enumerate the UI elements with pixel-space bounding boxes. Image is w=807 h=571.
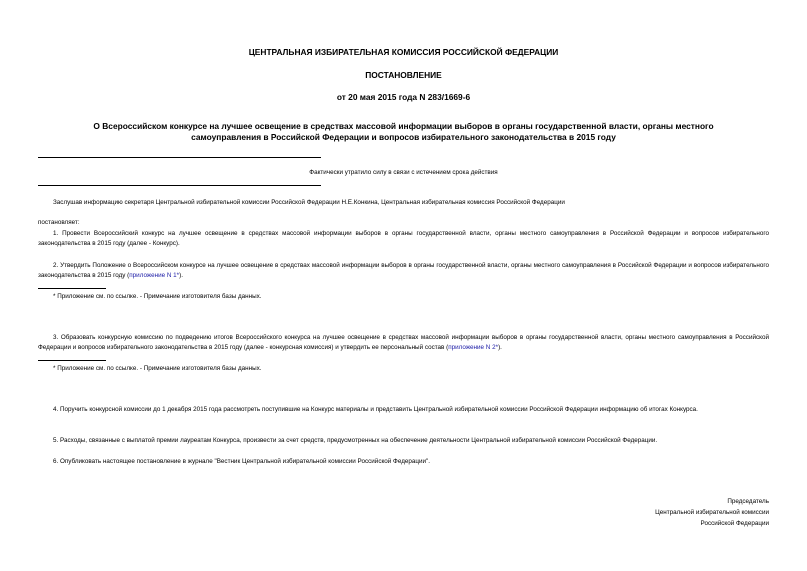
document-title-line-2: самоуправления в Российской Федерации и вопросов избирательного законодательства в 2015 году [191,132,616,142]
paragraph-2-end: ). [179,271,183,279]
appendix-1-link[interactable]: приложение N 1* [129,271,180,279]
divider-bottom [38,185,321,186]
intro-paragraph: Заслушав информацию секретаря Центральной избирательной комиссии Российской Федерации Н.Е.Конкина, Центральная избирательная комиссия Российской Федерации [53,199,565,206]
footnote-1: * Приложение см. по ссылке. - Примечание изготовителя базы данных. [53,293,262,300]
paragraph-4: 4. Поручить конкурсной комиссии до 1 декабря 2015 года рассмотреть поступившие на Конкурс материалы и представить Центральной избирательной комиссии Российской Федерации информацию об итогах Конкурса. [53,406,698,413]
paragraph-1: 1. Провести Всероссийский конкурс на лучшее освещение в средствах массовой информации выборов в органы государственной власти, органы местного самоуправления в Российской Федерации и вопросов избирательного законодательства в 2015 году (далее - Конкурс). [38,230,769,247]
organization-heading: ЦЕНТРАЛЬНАЯ ИЗБИРАТЕЛЬНАЯ КОМИССИЯ РОССИЙСКОЙ ФЕДЕРАЦИИ [248,47,559,57]
document-type: ПОСТАНОВЛЕНИЕ [365,70,442,80]
signature-title: Председатель [727,498,769,505]
paragraph-5: 5. Расходы, связанные с выплатой премии лауреатам Конкурса, произвести за счет средств, предусмотренных на обеспечение деятельности Центральной избирательной комиссии Российской Федерации. [53,437,658,444]
footnote-rule-1 [38,288,106,289]
paragraph-3 [38,333,769,352]
signature-country: Российской Федерации [700,520,769,527]
paragraph-6: 6. Опубликовать настоящее постановление в журнале "Вестник Центральной избирательной комиссии Российской Федерации". [53,458,431,465]
document-date-number: от 20 мая 2015 года N 283/1669-6 [336,92,471,102]
paragraph-3-end: ). [498,343,502,351]
decides-label: постановляет: [38,219,80,226]
divider-top [38,157,321,158]
footnote-rule-2 [38,360,106,361]
paragraph-2 [38,261,769,280]
footnote-2: * Приложение см. по ссылке. - Примечание изготовителя базы данных. [53,365,262,372]
appendix-2-link[interactable]: приложение N 2* [448,343,499,351]
paragraph-2-text: 2. Утвердить Положение о Всероссийском конкурсе на лучшее освещение в средствах массовой информации выборов в органы государственной власти, органы местного самоуправления в Российской Федерации и вопросов избирательного законодательства в 2015 году ( [38,262,769,279]
paragraph-3-text: 3. Образовать конкурсную комиссию по подведению итогов Всероссийского конкурса на лучшее освещение в средствах массовой информации выборов в органы государственной власти, органы местного самоуправления в Российской Федерации и вопросов избирательного законодательства в 2015 году (далее - конкурсная комиссия) и утвердить ее персональный состав ( [38,334,769,351]
signature-org: Центральной избирательной комиссии [655,509,769,516]
status-note: Фактически утратило силу в связи с истечением срока действия [309,169,498,176]
document-title-line-1: О Всероссийском конкурсе на лучшее освещение в средствах массовой информации выборов в органы государственной власти, органы местного [93,121,714,131]
